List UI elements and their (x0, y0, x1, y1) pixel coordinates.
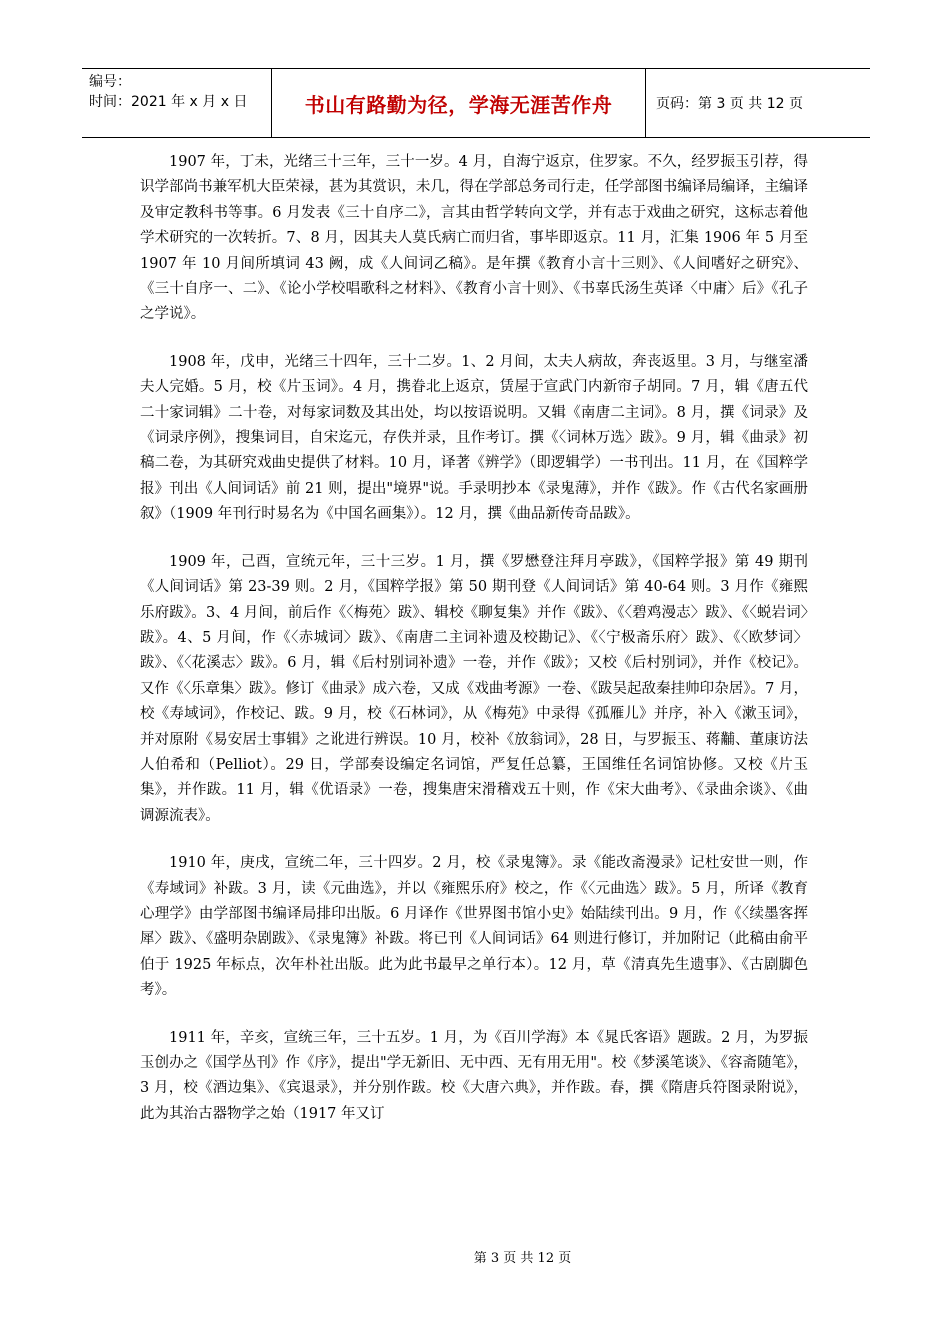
paragraph-1911: 1911 年，辛亥，宣统三年，三十五岁。1 月，为《百川学海》本《晁氏客语》题跋。2 月，为罗振玉创办之《国学丛刊》作《序》，提出"学无新旧、无中西、无有用无用"。校《梦溪笔谈》、《容斋随笔》，3 月，校《酒边集》、《宾退录》，并分别作跋。校《大唐六典》，并作跋。春，撰《隋唐兵符图录附说》，此为其治古器物学之始（1917 年又订 (140, 1029, 808, 1122)
document-body (140, 150, 808, 1149)
paragraph-1907: 1907 年，丁未，光绪三十三年，三十一岁。4 月，自海宁返京，住罗家。不久，经罗振玉引荐，得识学部尚书兼军机大臣荣禄，甚为其赏识，未几，得在学部总务司行走，任学部图书编译局编译，主编译及审定教科书等事。6 月发表《三十自序二》，言其由哲学转向文学，并有志于戏曲之研究，这标志着他学术研究的一次转折。7、8 月，因其夫人莫氏病亡而归省，事毕即返京。11 月，汇集 1906 年 5 月至 1907 年 10 月间所填词 43 阙，成《人间词乙稿》。是年撰《教育小言十三则》、《人间嗜好之研究》、《三十自序一、二》、《论小学校唱歌科之材料》、《教育小言十则》、《书辜氏汤生英译〈中庸〉后》《孔子之学说》。 (140, 154, 808, 323)
header-motto: 书山有路勤为径，学海无涯苦作舟 (272, 69, 646, 137)
header-meta (82, 69, 272, 137)
document-number-label: 编号： (89, 74, 131, 90)
paragraph-1910: 1910 年，庚戌，宣统二年，三十四岁。2 月，校《录鬼簿》。录《能改斋漫录》记杜安世一则，作《寿域词》补跋。3 月，读《元曲选》，并以《雍熙乐府》校之，作《〈元曲选〉跋》。5 月，所译《教育心理学》由学部图书编译局排印出版。6 月译作《世界图书馆小史》始陆续刊出。9 月，作《〈续墨客挥犀〉跋》、《盛明杂剧跋》、《录鬼簿》补跋。将已刊《人间词话》64 则进行修订，并加附记（此稿由俞平伯于 1925 年标点，次年朴社出版。此为此书最早之单行本）。12 月，草《清真先生遗事》、《古剧脚色考》。 (140, 855, 808, 999)
document-date: 时间：2021 年 x 月 x 日 (89, 94, 248, 110)
page-header (82, 68, 870, 138)
paragraph-1909: 1909 年，己酉，宣统元年，三十三岁。1 月，撰《罗懋登注拜月亭跋》，《国粹学报》第 49 期刊《人间词话》第 23-39 则。2 月，《国粹学报》第 50 期刊登《人间词话》第 40-64 则。3 月作《雍熙乐府跋》。3、4 月间，前后作《〈梅苑〉跋》、辑校《聊复集》并作《跋》、《〈碧鸡漫志〉跋》、《〈蜕岩词〉跋》。4、5 月间，作《〈赤城词〉跋》、《南唐二主词补遗及校勘记》、《〈宁极斋乐府〉跋》、《〈欧梦词〉跋》、《〈花溪志〉跋》。6 月，辑《后村别词补遗》一卷，并作《跋》；又校《后村别词》，并作《校记》。又作《〈乐章集〉跋》。修订《曲录》成六卷，又成《戏曲考源》一卷、《跋吴起敌秦挂帅印杂居》。7 月，校《寿域词》，作校记、跋。9 月，校《石林词》，从《梅苑》中录得《孤雁儿》并序，补入《漱玉词》，并对原附《易安居士事辑》之讹进行辨误。10 月，校补《放翁词》，28 日，与罗振玉、蒋黼、董康访法人伯希和（Pelliot）。29 日，学部奏设编定名词馆，严复任总纂，王国维任名词馆协修。又校《片玉集》，并作跋。11 月，辑《优语录》一卷，搜集唐宋滑稽戏五十则，作《宋大曲考》、《录曲余谈》、《曲调源流表》。 (140, 553, 808, 824)
paragraph-1908: 1908 年，戊申，光绪三十四年，三十二岁。1、2 月间，太夫人病故，奔丧返里。3 月，与继室潘夫人完婚。5 月，校《片玉词》。4 月，携眷北上返京，赁屋于宣武门内新帘子胡同。7 月，辑《唐五代二十家词辑》二十卷，对每家词数及其出处，均以按语说明。又辑《南唐二主词》。8 月，撰《词录》及《词录序例》，搜集词目，自宋迄元，存佚并录，且作考订。撰《〈词林万选〉跋》。9 月，辑《曲录》初稿二卷，为其研究戏曲史提供了材料。10 月，译著《辨学》（即逻辑学）一书刊出。11 月，在《国粹学报》刊出《人间词话》前 21 则，提出"境界"说。手录明抄本《录鬼薄》，并作《跋》。作《古代名家画册叙》（1909 年刊行时易名为《中国名画集》）。12 月，撰《曲品新传奇品跋》。 (140, 353, 808, 523)
header-page-info: 页码：第 3 页 共 12 页 (656, 96, 803, 112)
page-footer: 第 3 页 共 12 页 (473, 1251, 572, 1266)
